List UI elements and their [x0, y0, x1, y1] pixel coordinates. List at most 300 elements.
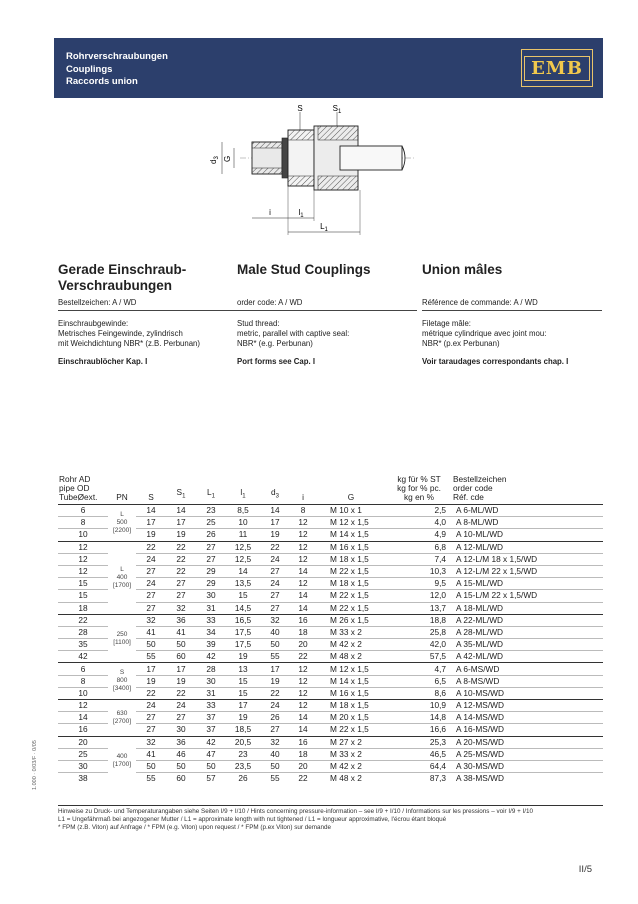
table-cell: 36: [166, 614, 196, 626]
header-banner: [54, 38, 603, 98]
table-cell: 24: [260, 578, 290, 590]
table-cell: 22: [166, 541, 196, 553]
table-cell: 41: [136, 748, 166, 760]
table-cell: M 33 x 2: [316, 626, 386, 638]
table-cell: 17,5: [226, 639, 260, 651]
table-cell: 28: [58, 626, 108, 638]
label-L1: $L_1$: [320, 222, 328, 233]
table-cell: 30: [58, 760, 108, 772]
header-l1: $l_1$: [226, 475, 260, 505]
captive-seal: [282, 138, 288, 178]
table-cell: 23: [226, 748, 260, 760]
order-code: Bestellzeichen: A / WD: [58, 298, 238, 311]
table-cell: 50: [260, 760, 290, 772]
column-title: Gerade Einschraub- Verschraubungen: [58, 262, 187, 293]
header-pn: PN: [108, 475, 136, 505]
table-row: [58, 590, 603, 602]
table-cell: 57: [196, 773, 226, 785]
title-fr: Raccords union: [66, 76, 138, 87]
table-cell: 40: [260, 748, 290, 760]
table-cell: M 16 x 1,5: [316, 687, 386, 699]
table-cell: 27: [136, 724, 166, 736]
table-cell: 17: [260, 517, 290, 529]
table-cell: 27: [260, 565, 290, 577]
table-cell: 13: [226, 663, 260, 675]
table-cell: 32: [136, 736, 166, 748]
table-cell: 24: [260, 553, 290, 565]
table-cell: 6: [58, 505, 108, 517]
table-cell: 14,5: [226, 602, 260, 614]
table-cell: 40: [260, 626, 290, 638]
table-cell: 31: [196, 687, 226, 699]
table-cell: 17: [260, 663, 290, 675]
order-code: order code: A / WD: [237, 298, 417, 311]
header-code: Bestellzeichen order code Réf. cde: [452, 475, 603, 505]
table-cell: 23: [196, 505, 226, 517]
table-cell: 22: [260, 541, 290, 553]
table-cell: M 33 x 2: [316, 748, 386, 760]
table-cell: A 14-MS/WD: [452, 712, 603, 724]
pn-cell: 630 [2700]: [108, 700, 136, 737]
table-cell: 30: [196, 675, 226, 687]
table-cell: A 20-MS/WD: [452, 736, 603, 748]
table-cell: 27: [136, 565, 166, 577]
table-cell: 11: [226, 529, 260, 541]
table-cell: 17: [166, 517, 196, 529]
table-cell: 9,5: [386, 578, 452, 590]
table-cell: M 14 x 1,5: [316, 675, 386, 687]
table-cell: 22: [166, 565, 196, 577]
thread-spec: Einschraubgewinde: Metrisches Feingewinde, zylindrisch mit Weichdichtung NBR* (z.B. Perbunan): [58, 319, 200, 348]
table-cell: A 12-MS/WD: [452, 700, 603, 712]
table-cell: 39: [196, 639, 226, 651]
table-cell: 64,4: [386, 760, 452, 772]
table-cell: M 16 x 1,5: [316, 541, 386, 553]
table-cell: 12: [290, 529, 316, 541]
table-row: [58, 773, 603, 785]
table-cell: 55: [260, 773, 290, 785]
table-cell: 25: [196, 517, 226, 529]
table-cell: 8: [58, 517, 108, 529]
label-d3: $d_3$: [209, 156, 220, 164]
table-row: [58, 517, 603, 529]
table-cell: 19: [226, 651, 260, 663]
table-cell: M 20 x 1,5: [316, 712, 386, 724]
table-cell: 16: [290, 736, 316, 748]
table-cell: 10: [58, 529, 108, 541]
label-s1: $S_1$: [332, 104, 342, 115]
table-cell: 8: [58, 675, 108, 687]
table-cell: 30: [196, 590, 226, 602]
table-cell: 27: [166, 590, 196, 602]
table-body: [58, 505, 603, 785]
table-cell: 16,5: [226, 614, 260, 626]
table-cell: 13,5: [226, 578, 260, 590]
table-cell: 12: [290, 553, 316, 565]
table-cell: 24: [136, 700, 166, 712]
table-cell: 26: [260, 712, 290, 724]
table-cell: 6: [58, 663, 108, 675]
table-cell: 50: [136, 760, 166, 772]
header-titles: [66, 51, 168, 89]
footnote-length: L1 = Ungefährmaß bei angezogener Mutter / L1 = approximate length with nut tightened / L1 = longueur approximative, l'écrou étant bloqué: [58, 816, 447, 823]
table-cell: 47: [196, 748, 226, 760]
table-cell: A 6-ML/WD: [452, 505, 603, 517]
title-en: Couplings: [66, 63, 113, 75]
table-cell: M 14 x 1,5: [316, 529, 386, 541]
pn-cell: L 500 [2200]: [108, 505, 136, 542]
table-row: [58, 675, 603, 687]
table-cell: 26: [226, 773, 260, 785]
table-cell: 42: [58, 651, 108, 663]
table-cell: M 42 x 2: [316, 760, 386, 772]
table-cell: 22: [58, 614, 108, 626]
table-cell: A 42-ML/WD: [452, 651, 603, 663]
table-cell: 27: [196, 541, 226, 553]
table-cell: 16: [58, 724, 108, 736]
table-cell: 12: [290, 687, 316, 699]
table-cell: 12: [290, 541, 316, 553]
table-cell: M 22 x 1,5: [316, 590, 386, 602]
footnote-pressure: Hinweise zu Druck- und Temperaturangaben siehe Seiten I/9 + I/10 / Hints concerning pressure-information – see I/9 + I/10 / Informations sur les pressions – voir I/9 + I/10: [58, 808, 534, 815]
table-row: [58, 687, 603, 699]
table-cell: 27: [166, 712, 196, 724]
table-cell: 22: [260, 687, 290, 699]
table-cell: 15: [58, 590, 108, 602]
table-cell: 50: [166, 639, 196, 651]
table-cell: M 27 x 2: [316, 736, 386, 748]
table-cell: 12: [58, 565, 108, 577]
table-cell: M 22 x 1,5: [316, 565, 386, 577]
table-cell: 24: [136, 578, 166, 590]
table-cell: 12,5: [226, 541, 260, 553]
table-cell: A 12-L/M 18 x 1,5/WD: [452, 553, 603, 565]
table-cell: 14: [290, 565, 316, 577]
table-cell: 33: [196, 614, 226, 626]
table-cell: 15: [226, 675, 260, 687]
table-cell: 24: [166, 700, 196, 712]
thread-spec: Stud thread: metric, parallel with captive seal: NBR* (e.g. Perbunan): [237, 319, 350, 348]
table-cell: 27: [260, 602, 290, 614]
table-row: [58, 578, 603, 590]
title-de: Rohrverschraubungen: [66, 51, 168, 62]
table-cell: 20: [58, 736, 108, 748]
table-cell: 46: [166, 748, 196, 760]
column-en: [237, 262, 417, 366]
table-cell: 22: [290, 773, 316, 785]
table-cell: 14: [290, 602, 316, 614]
table-cell: 87,3: [386, 773, 452, 785]
table-cell: A 12-ML/WD: [452, 541, 603, 553]
table-cell: 14: [290, 590, 316, 602]
label-g: G: [223, 155, 232, 162]
table-row: [58, 505, 603, 517]
table-cell: M 10 x 1: [316, 505, 386, 517]
table-cell: 20: [290, 639, 316, 651]
table-cell: 33: [196, 700, 226, 712]
table-cell: M 18 x 1,5: [316, 578, 386, 590]
table-cell: 55: [260, 651, 290, 663]
table-cell: 14: [260, 505, 290, 517]
table-cell: 41: [136, 626, 166, 638]
table-cell: 4,0: [386, 517, 452, 529]
table-cell: 50: [196, 760, 226, 772]
table-row: [58, 700, 603, 712]
table-cell: 8: [290, 505, 316, 517]
table-cell: 60: [166, 773, 196, 785]
table-cell: 19: [226, 712, 260, 724]
table-cell: 18,5: [226, 724, 260, 736]
table-row: [58, 639, 603, 651]
table-cell: 42: [196, 736, 226, 748]
table-cell: A 8-MS/WD: [452, 675, 603, 687]
table-cell: 29: [196, 578, 226, 590]
table-row: [58, 565, 603, 577]
table-cell: 30: [166, 724, 196, 736]
table-cell: 17: [166, 663, 196, 675]
table-cell: 14: [58, 712, 108, 724]
header-L1: $L_1$: [196, 475, 226, 505]
table-cell: 57,5: [386, 651, 452, 663]
table-cell: 14: [290, 724, 316, 736]
table-cell: 34: [196, 626, 226, 638]
table-cell: 10: [226, 517, 260, 529]
table-cell: M 12 x 1,5: [316, 517, 386, 529]
table-row: [58, 663, 603, 675]
table-cell: M 18 x 1,5: [316, 700, 386, 712]
table-cell: 27: [260, 724, 290, 736]
table-cell: 18,8: [386, 614, 452, 626]
table-header-row: [58, 475, 603, 505]
table-cell: 13,7: [386, 602, 452, 614]
tube: [340, 146, 402, 170]
table-cell: M 22 x 1,5: [316, 602, 386, 614]
table-cell: A 16-MS/WD: [452, 724, 603, 736]
footnote-fpm: * FPM (z.B. Viton) auf Anfrage / * FPM (e.g. Viton) upon request / * FPM (p.ex Viton) sur demande: [58, 824, 331, 831]
table-cell: 14: [136, 505, 166, 517]
table-cell: 10,3: [386, 565, 452, 577]
table-cell: 14,8: [386, 712, 452, 724]
table-cell: 46,5: [386, 748, 452, 760]
table-cell: 32: [166, 602, 196, 614]
table-cell: A 28-ML/WD: [452, 626, 603, 638]
table-cell: M 12 x 1,5: [316, 663, 386, 675]
table-cell: 22: [136, 541, 166, 553]
table-cell: A 6-MS/WD: [452, 663, 603, 675]
footnotes: [58, 805, 603, 832]
table-cell: 4,7: [386, 663, 452, 675]
table-cell: 35: [58, 639, 108, 651]
table-cell: 19: [136, 675, 166, 687]
header-tube: Rohr AD pipe OD TubeØext.: [58, 475, 108, 505]
table-cell: 22: [290, 651, 316, 663]
table-cell: A 38-MS/WD: [452, 773, 603, 785]
table-cell: 50: [136, 639, 166, 651]
table-cell: 32: [136, 614, 166, 626]
pn-cell: S 800 [3400]: [108, 663, 136, 700]
table-cell: 27: [136, 602, 166, 614]
emb-logo: [521, 49, 593, 87]
table-row: [58, 724, 603, 736]
column-title: Male Stud Couplings: [237, 262, 371, 277]
table-cell: 22: [136, 687, 166, 699]
table-cell: 38: [58, 773, 108, 785]
table-cell: 14: [166, 505, 196, 517]
table-cell: 12: [58, 700, 108, 712]
table-cell: 15: [226, 687, 260, 699]
column-de: [58, 262, 238, 366]
table-row: [58, 553, 603, 565]
table-cell: 19: [136, 529, 166, 541]
header-weight: kg für % ST kg for % pc. kg en %: [386, 475, 452, 505]
thread-spec: Filetage mâle: métrique cylindrique avec joint mou: NBR* (p.ex Perbunan): [422, 319, 547, 348]
table-cell: 18: [290, 748, 316, 760]
table-cell: 12: [290, 663, 316, 675]
table-row: [58, 541, 603, 553]
print-code: 1.000 · 0/03/F · 0/05: [32, 740, 38, 790]
table-cell: 14: [226, 565, 260, 577]
table-row: [58, 651, 603, 663]
table-cell: 24: [260, 700, 290, 712]
table-cell: 28: [196, 663, 226, 675]
table-cell: 22: [166, 687, 196, 699]
column-title: Union mâles: [422, 262, 503, 277]
table-cell: 18: [290, 626, 316, 638]
table-cell: 37: [196, 712, 226, 724]
table-cell: 12: [58, 553, 108, 565]
table-cell: 10,9: [386, 700, 452, 712]
table-cell: 29: [196, 565, 226, 577]
header-i: i: [290, 475, 316, 505]
table-cell: 20,5: [226, 736, 260, 748]
port-forms: Voir taraudages correspondants chap. I: [422, 357, 569, 366]
table-cell: 27: [196, 553, 226, 565]
table-cell: 12: [290, 517, 316, 529]
table-cell: A 15-ML/WD: [452, 578, 603, 590]
table-cell: 18: [58, 602, 108, 614]
table-cell: 25,8: [386, 626, 452, 638]
table-cell: 4,9: [386, 529, 452, 541]
table-cell: 12: [290, 578, 316, 590]
header-g: G: [316, 475, 386, 505]
table-cell: 8,6: [386, 687, 452, 699]
pn-cell: 250 [1100]: [108, 614, 136, 663]
table-cell: 12,0: [386, 590, 452, 602]
table-cell: A 15-L/M 22 x 1,5/WD: [452, 590, 603, 602]
table-cell: 19: [166, 675, 196, 687]
table-cell: A 8-ML/WD: [452, 517, 603, 529]
table-cell: 19: [166, 529, 196, 541]
table-cell: 15: [226, 590, 260, 602]
table-cell: 12: [58, 541, 108, 553]
table-cell: 37: [196, 724, 226, 736]
table-cell: 17: [136, 517, 166, 529]
table-cell: 25: [58, 748, 108, 760]
table-cell: 42,0: [386, 639, 452, 651]
table-cell: A 22-ML/WD: [452, 614, 603, 626]
table-cell: 7,4: [386, 553, 452, 565]
table-cell: M 26 x 1,5: [316, 614, 386, 626]
table-cell: 36: [166, 736, 196, 748]
table-cell: A 35-ML/WD: [452, 639, 603, 651]
header-s1: $S_1$: [166, 475, 196, 505]
table-cell: 27: [136, 712, 166, 724]
header-d3: $d_3$: [260, 475, 290, 505]
table-cell: M 48 x 2: [316, 773, 386, 785]
page-number: II/5: [578, 864, 592, 875]
table-cell: 6,8: [386, 541, 452, 553]
table-cell: 12: [290, 700, 316, 712]
table-cell: 27: [166, 578, 196, 590]
table-cell: 32: [260, 614, 290, 626]
table-cell: 27: [136, 590, 166, 602]
header-s: S: [136, 475, 166, 505]
table-cell: 6,5: [386, 675, 452, 687]
table-cell: A 30-MS/WD: [452, 760, 603, 772]
table-cell: 16,6: [386, 724, 452, 736]
table-cell: 17: [136, 663, 166, 675]
logo-text: EMB: [524, 56, 590, 81]
label-l1: $l_1$: [298, 208, 304, 219]
label-i: i: [269, 208, 271, 217]
table-cell: M 48 x 2: [316, 651, 386, 663]
pn-cell: 400 [1700]: [108, 736, 136, 785]
table-cell: A 10-ML/WD: [452, 529, 603, 541]
table-cell: 17: [226, 700, 260, 712]
table-row: [58, 760, 603, 772]
table-cell: A 12-L/M 22 x 1,5/WD: [452, 565, 603, 577]
table-cell: M 22 x 1,5: [316, 724, 386, 736]
table-cell: A 25-MS/WD: [452, 748, 603, 760]
table-cell: 41: [166, 626, 196, 638]
table-row: [58, 712, 603, 724]
table-row: [58, 614, 603, 626]
table-cell: 17,5: [226, 626, 260, 638]
table-cell: 55: [136, 773, 166, 785]
spec-table: [58, 475, 603, 785]
table-cell: 23,5: [226, 760, 260, 772]
table-cell: 31: [196, 602, 226, 614]
table-cell: M 18 x 1,5: [316, 553, 386, 565]
table-cell: A 18-ML/WD: [452, 602, 603, 614]
table-cell: 55: [136, 651, 166, 663]
table-row: [58, 736, 603, 748]
table-cell: 2,5: [386, 505, 452, 517]
port-forms: Einschraublöcher Kap. I: [58, 357, 148, 366]
table-cell: 8,5: [226, 505, 260, 517]
table-cell: M 42 x 2: [316, 639, 386, 651]
order-code: Référence de commande: A / WD: [422, 298, 602, 311]
port-forms: Port forms see Cap. I: [237, 357, 315, 366]
table-row: [58, 602, 603, 614]
table-cell: 12: [290, 675, 316, 687]
table-cell: 26: [196, 529, 226, 541]
table-row: [58, 626, 603, 638]
table-cell: 32: [260, 736, 290, 748]
table-cell: A 10-MS/WD: [452, 687, 603, 699]
table-cell: 12,5: [226, 553, 260, 565]
table-cell: 15: [58, 578, 108, 590]
table-cell: 27: [260, 590, 290, 602]
table-row: [58, 529, 603, 541]
table-cell: 22: [166, 553, 196, 565]
table-row: [58, 748, 603, 760]
table-cell: 42: [196, 651, 226, 663]
table-cell: 24: [136, 553, 166, 565]
table-cell: 20: [290, 760, 316, 772]
table-cell: 50: [260, 639, 290, 651]
table-cell: 19: [260, 529, 290, 541]
